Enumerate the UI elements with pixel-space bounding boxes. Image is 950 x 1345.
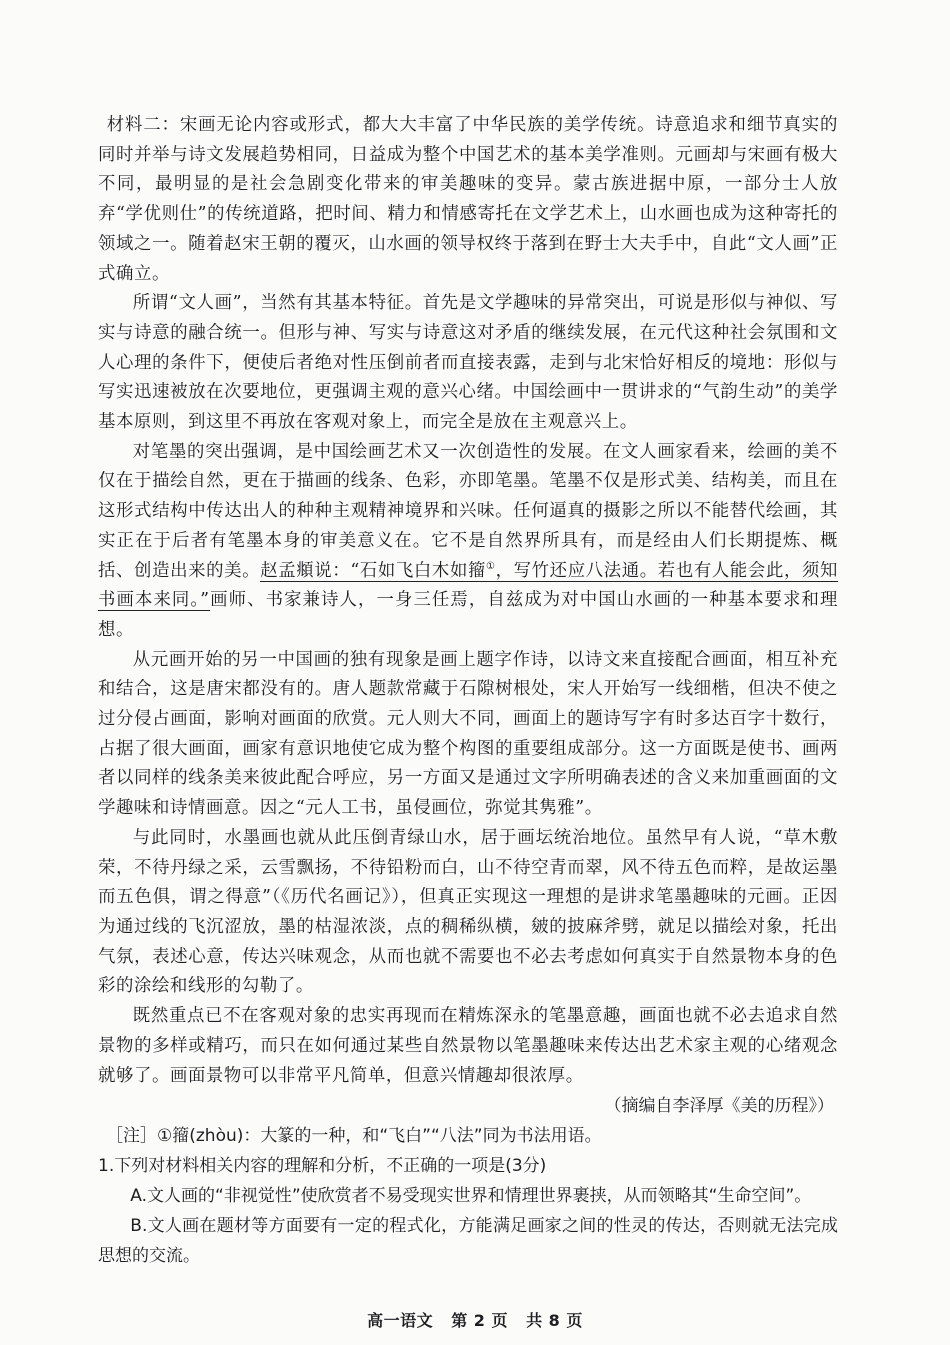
option-b: B.文人画在题材等方面要有一定的程式化，方能满足画家之间的性灵的传达，否则就无法完成思想的交流。 [98, 1216, 838, 1267]
material-two-paragraph-6: 既然重点已不在客观对象的忠实再现而在精炼深永的笔墨意趣，画面也就不必去追求自然景物的多样或精巧，而只在如何通过某些自然景物以笔墨趣味来传达出艺术家主观的心绪观念就够了。画面景物可以非常平凡简单，但意兴情趣却很浓厚。 [98, 1006, 838, 1086]
material-two-paragraph-2: 所谓“文人画”，当然有其基本特征。首先是文学趣味的异常突出，可说是形似与神似、写实与诗意的融合统一。但形与神、写实与诗意这对矛盾的继续发展，在元代这种社会氛围和文人心理的条件下，便使后者绝对性压倒前者而直接表露，走到与北宋恰好相反的境地：形似与写实迅速被放在次要地位，更强调主观的意兴心绪。中国绘画中一贯讲求的“气韵生动”的美学基本原则，到这里不再放在客观对象上，而完全是放在主观意兴上。 [98, 293, 838, 433]
paragraph-3-text-a: 对笔墨的突出强调，是中国绘画艺术又一次创造性的发展。在文人画家看来，绘画的美不仅在于描绘自然，更在于描画的线条、色彩，亦即笔墨。笔墨不仅是形式美、结构美，而且在这形式结构中传达出人的种种主观精神境界和兴味。任何逼真的摄影之所以不能替代绘画，其实正在于后者有笔墨本身的审美意义在。它不是自然界所具有，而是经由人们长期提炼、概括、创造出来的美。 [98, 441, 838, 581]
footer-page-number: 第 2 页 [451, 1311, 508, 1330]
question-1-stem: 1.下列对材料相关内容的理解和分析，不正确的一项是(3分) [98, 1156, 547, 1177]
page-footer [0, 1308, 950, 1331]
footnote: ［注］①籀(zhòu)：大篆的一种，和“飞白”“八法”同为书法用语。 [106, 1126, 602, 1147]
option-a: A.文人画的“非视觉性”使欣赏者不易受现实世界和情理世界裹挟，从而领略其“生命空间”。 [130, 1186, 812, 1207]
underlined-quote-part-2: ，写竹还应八法通。若也有人能会此，须知书画本来同。” [98, 560, 838, 611]
material-two-paragraph-4: 从元画开始的另一中国画的独有现象是画上题字作诗，以诗文来直接配合画面，相互补充和结合，这是唐宋都没有的。唐人题款常藏于石隙树根处，宋人开始写一线细楷，但决不使之过分侵占画面，影响对画面的欣赏。元人则大不同，画面上的题诗写字有时多达百字十数行，占据了很大画面，画家有意识地使它成为整个构图的重要组成部分。这一方面既是使书、画两者以同样的线条美来彼此配合呼应，另一方面又是通过文字所明确表述的含义来加重画面的文学趣味和诗情画意。因之“元人工书，虽侵画位，弥觉其隽雅”。 [98, 649, 838, 819]
material-two-paragraph-3 [98, 438, 838, 646]
underlined-quote-part-1: 赵孟頫说：“石如飞白木如籀 [260, 560, 486, 581]
paragraph-3-text-b: 画师、书家兼诗人，一身三任焉，自兹成为对中国山水画的一种基本要求和理想。 [98, 590, 838, 640]
source-citation: （摘编自李泽厚《美的历程》） [604, 1096, 834, 1117]
material-two-paragraph-1: 材料二：宋画无论内容或形式，都大大丰富了中华民族的美学传统。诗意追求和细节真实的同时并举与诗文发展趋势相同，日益成为整个中国艺术的基本美学准则。元画却与宋画有极大不同，最明显的是社会急剧变化带来的审美趣味的变异。蒙古族进据中原，一部分士人放弃“学优则仕”的传统道路，把时间、精力和情感寄托在文学艺术上，山水画也成为这种寄托的领域之一。随着赵宋王朝的覆灭，山水画的领导权终于落到在野士大夫手中，自此“文人画”正式确立。 [98, 115, 838, 284]
footnote-marker: ① [486, 560, 496, 572]
footer-total-pages: 共 8 页 [526, 1311, 583, 1330]
footer-subject: 高一语文 [367, 1311, 434, 1330]
material-two-paragraph-5: 与此同时，水墨画也就从此压倒青绿山水，居于画坛统治地位。虽然早有人说，“草木敷荣，不待丹绿之采，云雪飘扬，不待铅粉而白，山不待空青而翠，风不待五色而粹，是故运墨而五色俱，谓之得意”（《历代名画记》），但真正实现这一理想的是讲求笔墨趣味的元画。正因为通过线的飞沉涩放，墨的枯湿浓淡，点的稠稀纵横，皴的披麻斧劈，就足以描绘对象，托出气氛，表述心意，传达兴味观念，从而也就不需要也不必去考虑如何真实于自然景物本身的色彩的涂绘和线形的勾勒了。 [98, 827, 838, 997]
